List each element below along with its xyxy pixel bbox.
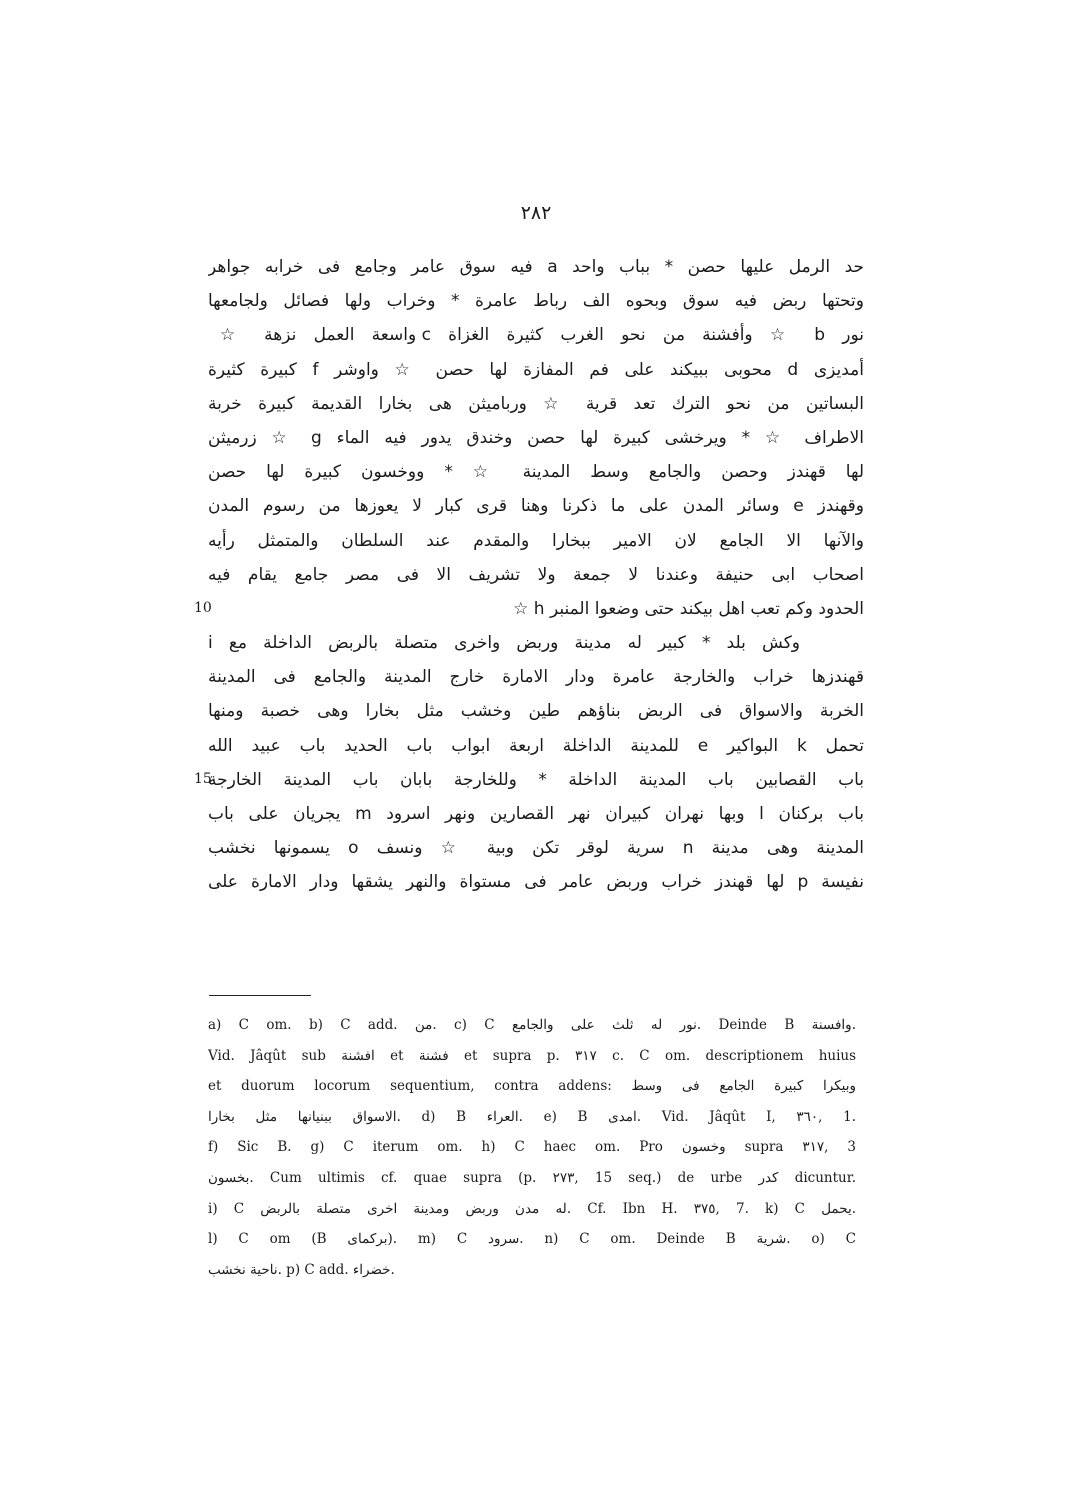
text-line: حد الرمل عليها حصن * بباب واحد a فيه سوق عامر وجامع فى خرابه جواهر (208, 257, 864, 277)
text-line: نفيسة p لها قهندز خراب وربض عامر فى مستواة والنهر يشقها ودار الامارة على (208, 872, 864, 893)
main-text (208, 250, 864, 900)
footnote-line: Vid. Jâqût sub افشنة et فشنة et supra p. ٣١٧ c. C om. descriptionem huius (208, 1047, 856, 1064)
text-line: الحدود وكم تعب اهل بيكند حتى وضعوا المنبر h ☆ (513, 598, 864, 619)
footnotes (208, 1010, 856, 1285)
page-number: ٢٨٢ (520, 202, 552, 224)
footnote-line: بخسون. Cum ultimis cf. quae supra (p. ٢٧٣, 15 seq.) de urbe كدر dicuntur. (208, 1169, 856, 1186)
line-number: 15 (194, 771, 212, 787)
footnote-line: ناحية نخشب. p) C add. خضراء. (208, 1261, 395, 1278)
text-line: وكش بلد * كبير له مدينة وربض واخرى متصلة بالربض الداخلة مع i (208, 633, 800, 654)
footnote-line: الاسواق ببنيانها مثل بخارا. d) B العراء. e) B امدى. Vid. Jâqût I, ٣٦٠, 1. (208, 1108, 856, 1125)
text-line: قهندزها خراب والخارجة عامرة ودار الامارة خارج المدينة والجامع فى المدينة (208, 667, 864, 688)
text-line: وقهندز e وسائر المدن على ما ذكرنا وهنا قرى كبار لا يعوزها من رسوم المدن (208, 496, 864, 517)
text-line: اصحاب ابى حنيفة وعندنا لا جمعة ولا تشريف الا فى مصر جامع يقام فيه (208, 564, 864, 585)
text-line: الخربة والاسواق فى الربض بناؤهم طين وخشب مثل بخارا وهى خصبة ومنها (208, 701, 864, 722)
line-number: 10 (194, 600, 212, 616)
text-line: أمديزى d محوبى ببيكند على فم المفازة لها حصن ☆ واوشر f كبيرة كثيرة (208, 359, 864, 380)
footnote-line: et duorum locorum sequentium, contra addens: وبيكرا كبيرة الجامع فى وسط (208, 1078, 856, 1095)
footnote-line: i) C له مدن وربض ومدينة اخرى متصلة بالربض. Cf. Ibn H. ٣٧٥, 7. k) C يحمل. (208, 1200, 856, 1217)
text-line: والآنها الا الجامع لان الامير ببخارا والمقدم عند السلطان والمتمثل رأيه (208, 530, 864, 551)
text-line: المدينة وهى مدينة n سرية لوقر تكن وبية ☆ ونسف o يسمونها نخشب (208, 838, 864, 859)
text-line: نور b ☆ وأفشنة من نحو الغرب كثيرة الغزاة c واسعة العمل نزهة ☆ (208, 325, 864, 346)
footnote-line: a) C om. b) C add. من. c) C نور له ثلث على والجامع. Deinde B وافسنة. (208, 1017, 856, 1033)
text-line: البساتين من نحو الترك تعد قرية ☆ ورباميثن هى بخارا القديمة كبيرة خربة (208, 393, 864, 414)
text-line: لها قهندز وحصن والجامع وسط المدينة ☆ * ووخسون كبيرة لها حصن (208, 462, 864, 483)
text-line: وتحتها ربض فيه سوق وبحوه الف رباط عامرة * وخراب ولها فصائل ولجامعها (208, 291, 864, 312)
text-line: تحمل k البواكير e للمدينة الداخلة اربعة ابواب باب الحديد باب عبيد الله (208, 735, 864, 756)
text-line: الاطراف ☆ * ويرخشى كبيرة لها حصن وخندق يدور فيه الماء g ☆ زرميثن (208, 427, 864, 448)
footnote-line: l) C om (B بركماى). m) C سرود. n) C om. Deinde B شرية. o) C (208, 1231, 856, 1248)
footnote-divider (209, 995, 311, 996)
footnote-line: f) Sic B. g) C iterum om. h) C haec om. Pro وخسون supra ٣١٧, 3 (208, 1139, 856, 1156)
text-line: باب بركنان l وبها نهران كبيران نهر القصارين ونهر اسرود m يجريان على باب (208, 804, 864, 824)
text-line: باب القصابين باب المدينة الداخلة * وللخارجة بابان باب المدينة الخارجة (208, 769, 864, 790)
